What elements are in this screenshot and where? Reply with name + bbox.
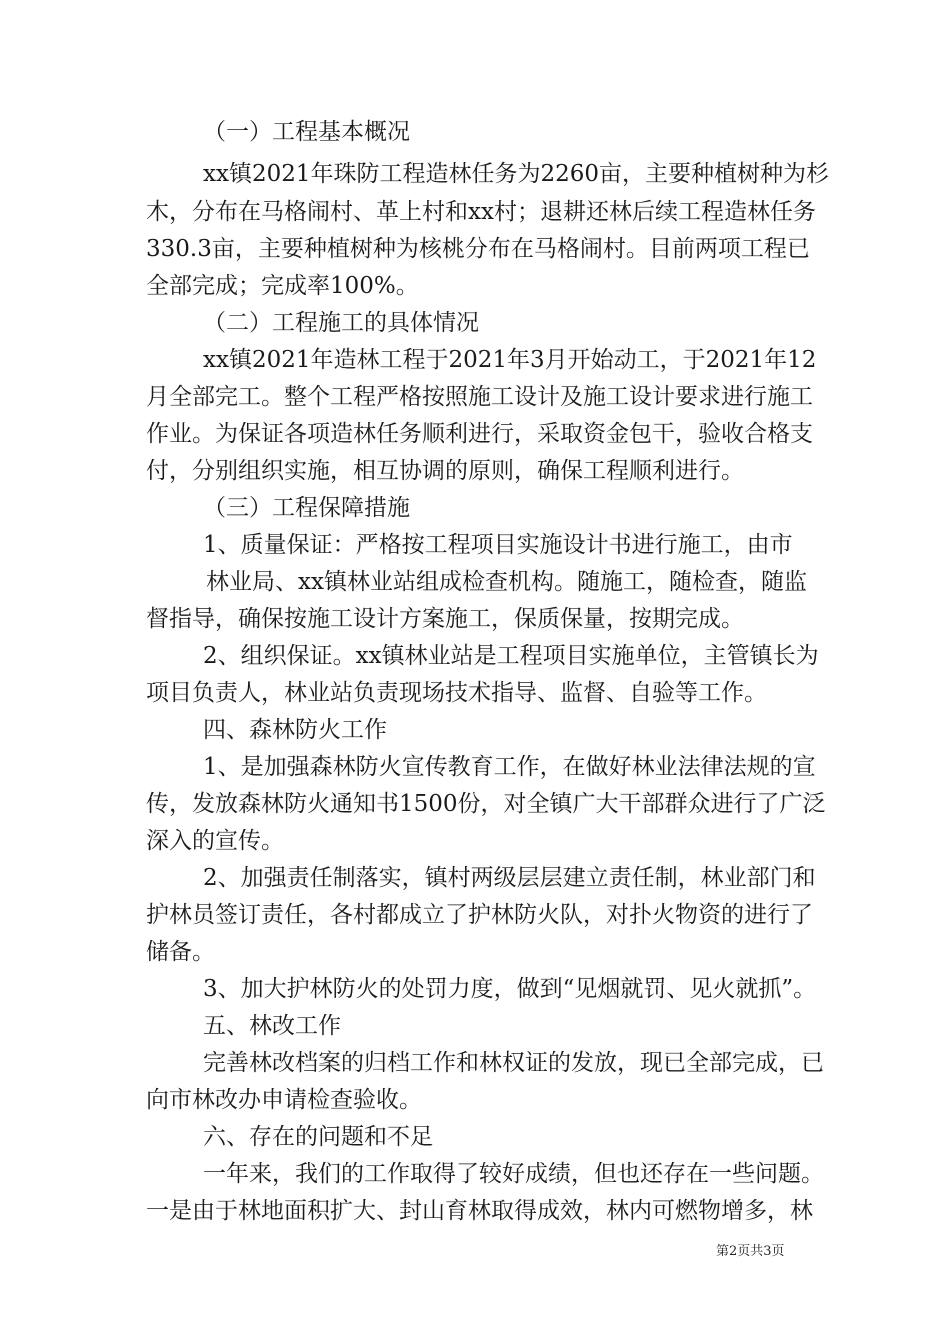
paragraph-line: 项目负责人，林业站负责现场技术指导、监督、自验等工作。 xyxy=(146,680,767,706)
paragraph-line: xx镇2021年造林工程于2021年3月开始动工，于2021年12 xyxy=(203,347,817,373)
paragraph-line: 2、加强责任制落实，镇村两级层层建立责任制，林业部门和 xyxy=(203,865,816,891)
paragraph-line: 作业。为保证各项造林任务顺利进行，采取资金包干，验收合格支 xyxy=(146,421,813,447)
paragraph-line: 2、组织保证。xx镇林业站是工程项目实施单位，主管镇长为 xyxy=(203,643,819,669)
paragraph-line: 330.3亩，主要种植树种为核桃分布在马格闹村。目前两项工程已 xyxy=(146,236,810,262)
paragraph-line: 木，分布在马格闹村、革上村和xx村；退耕还林后续工程造林任务 xyxy=(146,199,816,225)
page-number: 第2页共3页 xyxy=(716,1244,785,1259)
paragraph-line: 一是由于林地面积扩大、封山育林取得成效，林内可燃物增多，林 xyxy=(146,1198,813,1224)
section-heading-fire-prevention: 四、森林防火工作 xyxy=(203,717,387,743)
paragraph-line: 完善林改档案的归档工作和林权证的发放，现已全部完成，已 xyxy=(203,1050,824,1076)
paragraph-line: 深入的宣传。 xyxy=(146,828,284,854)
paragraph-line: 1、是加强森林防火宣传教育工作，在做好林业法律法规的宣 xyxy=(203,754,816,780)
section-heading-construction-details: （二）工程施工的具体情况 xyxy=(203,310,479,336)
paragraph-line: 督指导，确保按施工设计方案施工，保质保量，按期完成。 xyxy=(146,606,744,632)
paragraph-line: 护林员签订责任，各村都成立了护林防火队，对扑火物资的进行了 xyxy=(146,902,813,928)
paragraph-line: 向市林改办申请检查验收。 xyxy=(146,1087,422,1113)
paragraph-line: 1、质量保证：严格按工程项目实施设计书进行施工，由市 xyxy=(203,532,793,558)
paragraph-line: xx镇2021年珠防工程造林任务为2260亩，主要种植树种为杉 xyxy=(203,161,830,187)
section-heading-forest-reform: 五、林改工作 xyxy=(203,1013,341,1039)
section-heading-problems: 六、存在的问题和不足 xyxy=(203,1124,433,1150)
paragraph-line: 储备。 xyxy=(146,939,215,965)
paragraph-line: 一年来，我们的工作取得了较好成绩，但也还存在一些问题。 xyxy=(203,1161,824,1187)
paragraph-line: 月全部完工。整个工程严格按照施工设计及施工设计要求进行施工 xyxy=(146,384,813,410)
section-heading-project-overview: （一）工程基本概况 xyxy=(203,119,410,145)
paragraph-line: 林业局、xx镇林业站组成检查机构。随施工，随检查，随监 xyxy=(206,569,807,595)
section-heading-guarantee-measures: （三）工程保障措施 xyxy=(203,495,410,521)
paragraph-line: 付，分别组织实施，相互协调的原则，确保工程顺利进行。 xyxy=(146,458,744,484)
paragraph-line: 3、加大护林防火的处罚力度，做到“见烟就罚、见火就抓”。 xyxy=(203,976,817,1002)
paragraph-line: 全部完成；完成率100%。 xyxy=(146,273,419,299)
paragraph-line: 传，发放森林防火通知书1500份，对全镇广大干部群众进行了广泛 xyxy=(146,791,826,817)
